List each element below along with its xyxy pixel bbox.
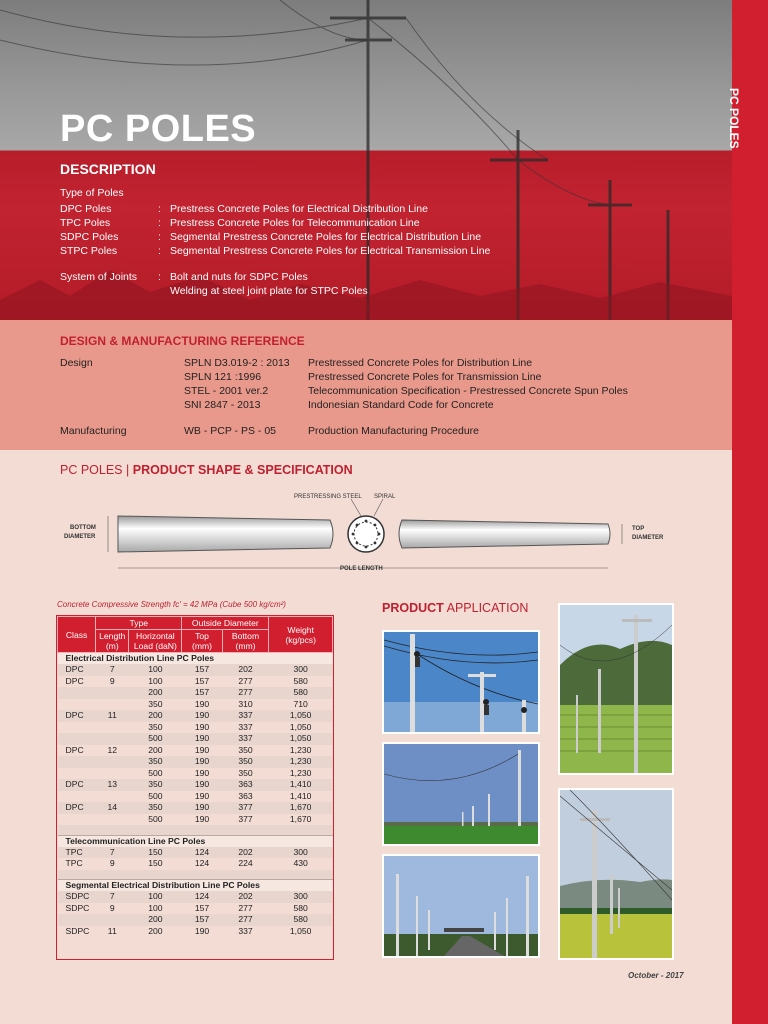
table-cell: 350 <box>129 802 182 814</box>
table-cell: DPC <box>58 664 96 676</box>
pole-type-text: Segmental Prestress Concrete Poles for Electrical Distribution Line <box>170 231 482 243</box>
table-cell: 190 <box>182 779 222 791</box>
pole-type-name: SDPC Poles <box>60 231 119 243</box>
top-diameter-label: DIAMETER <box>632 535 664 541</box>
table-cell: 124 <box>182 891 222 903</box>
table-cell: DPC <box>65 675 84 686</box>
table-row <box>58 858 333 870</box>
col-length: Length (m) <box>96 630 129 653</box>
table-cell: 300 <box>269 847 333 859</box>
col-load: Horizontal Load (daN) <box>129 630 182 653</box>
table-cell: 580 <box>269 687 333 699</box>
joints-row <box>60 284 490 298</box>
standard-text: Indonesian Standard Code for Concrete <box>308 399 494 411</box>
table-cell <box>96 914 129 926</box>
reference-row <box>60 424 628 438</box>
pole-length-label: POLE LENGTH <box>340 566 383 572</box>
table-cell <box>58 768 96 780</box>
application-photo-workers <box>382 630 540 734</box>
table-cell: 100 <box>148 675 163 686</box>
table-cell: TPC <box>58 847 96 859</box>
table-cell: 190 <box>182 802 222 814</box>
table-cell <box>96 699 129 711</box>
table-cell <box>96 791 129 803</box>
table-cell <box>96 687 129 699</box>
table-cell: 430 <box>293 858 308 869</box>
standard-code: SNI 2847 - 2013 <box>184 399 261 411</box>
table-cell: 1,410 <box>289 790 312 801</box>
hero-banner <box>0 0 732 320</box>
table-cell: 190 <box>194 790 210 801</box>
joints-text: Welding at steel joint plate for STPC Poles <box>170 285 368 297</box>
col-type: Type <box>96 617 182 630</box>
table-cell: 1,230 <box>289 744 312 755</box>
table-cell: 150 <box>129 847 182 859</box>
table-cell <box>96 756 129 768</box>
table-cell: 1,670 <box>269 802 333 814</box>
application-photo-rice-terrace <box>558 603 674 775</box>
description-heading: DESCRIPTION <box>60 161 156 177</box>
pole-type-row <box>60 244 490 258</box>
spacer-row <box>58 870 333 880</box>
spec-heading-main: PRODUCT SHAPE & SPECIFICATION <box>132 463 353 477</box>
table-row <box>58 676 333 688</box>
table-cell: 350 <box>238 744 253 755</box>
table-cell: 1,050 <box>269 733 333 745</box>
pole-type-text: Prestress Concrete Poles for Electrical Distribution Line <box>170 203 428 215</box>
table-cell: SDPC <box>65 925 90 936</box>
section-title: Segmental Electrical Distribution Line PC Poles <box>58 880 333 892</box>
section-title: Telecommunication Line PC Poles <box>58 835 333 847</box>
table-cell: SDPC <box>65 902 90 913</box>
manufacturing-label: Manufacturing <box>60 425 127 437</box>
table-cell <box>96 814 129 826</box>
table-cell: 9 <box>109 902 115 913</box>
table-section-header <box>58 653 333 665</box>
table-cell: 202 <box>222 847 269 859</box>
table-cell: 1,230 <box>289 767 312 778</box>
table-cell: 1,050 <box>269 710 333 722</box>
table-row <box>58 847 333 859</box>
table-cell: 150 <box>148 858 163 869</box>
table-cell <box>58 914 96 926</box>
table-cell: 350 <box>129 756 182 768</box>
table-cell <box>96 722 129 734</box>
separator: : <box>158 271 161 283</box>
table-cell: 350 <box>222 756 269 768</box>
side-tab-label: PC POLES <box>727 88 741 149</box>
table-cell: 377 <box>222 802 269 814</box>
table-cell: 190 <box>194 721 210 732</box>
separator: : <box>158 203 161 215</box>
table-cell: 202 <box>222 891 269 903</box>
pole-type-row <box>60 202 490 216</box>
table-cell: 500 <box>148 767 163 778</box>
pole-type-row <box>60 230 490 244</box>
reference-heading: DESIGN & MANUFACTURING REFERENCE <box>60 334 305 348</box>
table-cell: DPC <box>58 802 96 814</box>
joints-row <box>60 270 490 284</box>
table-cell: 377 <box>238 813 253 824</box>
table-cell: 190 <box>182 756 222 768</box>
table-cell: DPC <box>65 744 84 755</box>
reference-row <box>60 356 628 370</box>
table-cell: 202 <box>222 664 269 676</box>
pole-type-text: Segmental Prestress Concrete Poles for Electrical Transmission Line <box>170 245 491 257</box>
table-cell: 190 <box>182 710 222 722</box>
table-cell: 124 <box>194 858 210 869</box>
table-cell: 1,410 <box>269 779 333 791</box>
application-photo-field <box>382 742 540 846</box>
table-row <box>58 891 333 903</box>
table-cell: 277 <box>222 687 269 699</box>
table-cell: 580 <box>293 902 308 913</box>
table-cell: 363 <box>222 779 269 791</box>
application-heading <box>382 601 528 615</box>
pole-types-lead: Type of Poles <box>60 187 124 199</box>
table-cell: 190 <box>194 744 210 755</box>
pole-bottom-segment <box>118 516 333 552</box>
col-class: Class <box>58 617 96 653</box>
table-cell <box>58 699 96 711</box>
side-tab <box>732 0 768 1024</box>
table-row <box>58 768 333 780</box>
table-cell: 100 <box>129 891 182 903</box>
table-cell: 200 <box>129 687 182 699</box>
standard-code: WB - PCP - PS - 05 <box>184 425 276 437</box>
standard-text: Prestressed Concrete Poles for Transmission Line <box>308 371 542 383</box>
table-cell: 224 <box>238 858 253 869</box>
col-weight: Weight (kg/pcs) <box>269 617 333 653</box>
table-row <box>58 756 333 768</box>
bottom-diameter-label: DIAMETER <box>64 534 96 540</box>
table-cell <box>96 768 129 780</box>
table-cell: 190 <box>194 767 210 778</box>
standard-text: Telecommunication Specification - Prestressed Concrete Spun Poles <box>308 385 628 397</box>
table-row <box>58 733 333 745</box>
table-cell: 100 <box>129 664 182 676</box>
table-section-header <box>58 835 333 847</box>
spacer-row <box>58 825 333 835</box>
table-row <box>58 914 333 926</box>
standard-text: Prestressed Concrete Poles for Distribution Line <box>308 357 533 369</box>
table-cell: 11 <box>107 925 117 936</box>
prestressing-steel-label: PRESTRESSING STEEL <box>294 494 362 500</box>
table-cell: 157 <box>182 914 222 926</box>
pole-type-name: DPC Poles <box>60 203 112 215</box>
col-bottom: Bottom (mm) <box>222 630 269 653</box>
table-cell: 190 <box>194 698 210 709</box>
table-cell: 350 <box>148 698 163 709</box>
table-cell: 14 <box>96 802 129 814</box>
table-cell: 9 <box>109 675 115 686</box>
table-row <box>58 903 333 915</box>
col-top: Top (mm) <box>182 630 222 653</box>
col-outside-diameter: Outside Diameter <box>182 617 269 630</box>
table-cell: 350 <box>129 779 182 791</box>
table-cell: 337 <box>222 710 269 722</box>
table-cell: 350 <box>148 721 163 732</box>
strength-note: Concrete Compressive Strength fc' = 42 MPa (Cube 500 kg/cm²) <box>57 600 286 609</box>
table-cell: 190 <box>194 925 210 936</box>
table-cell: 7 <box>96 664 129 676</box>
design-label: Design <box>60 357 93 369</box>
pole-type-row <box>60 216 490 230</box>
table-cell <box>58 814 96 826</box>
table-cell: 11 <box>96 710 129 722</box>
table-cell: 13 <box>96 779 129 791</box>
description-block <box>60 186 490 298</box>
joints-label: System of Joints <box>60 271 138 283</box>
standard-code: SPLN D3.019-2 : 2013 <box>184 357 290 369</box>
table-cell: DPC <box>58 779 96 791</box>
table-cell: 350 <box>238 767 253 778</box>
pole-top-segment <box>399 520 610 548</box>
table-cell: 1,050 <box>289 925 312 936</box>
table-cell: 500 <box>129 733 182 745</box>
bottom-diameter-label: BOTTOM <box>70 525 96 531</box>
table-cell: 157 <box>182 664 222 676</box>
application-photo-road <box>382 854 540 958</box>
table-cell: 190 <box>194 813 210 824</box>
table-cell: 157 <box>182 687 222 699</box>
application-photo-rural <box>558 788 674 960</box>
table-cell: 500 <box>148 790 163 801</box>
table-cell: 9 <box>109 858 115 869</box>
pole-type-name: TPC Poles <box>60 217 111 229</box>
table-cell <box>58 733 96 745</box>
table-cell: 7 <box>96 891 129 903</box>
table-cell: 300 <box>269 664 333 676</box>
table-row <box>58 687 333 699</box>
table-row <box>58 710 333 722</box>
table-row <box>58 664 333 676</box>
table-row <box>58 779 333 791</box>
table-cell: 277 <box>238 675 253 686</box>
table-cell: 1,230 <box>269 756 333 768</box>
application-heading-rest: APPLICATION <box>446 601 529 615</box>
joints-text: Bolt and nuts for SDPC Poles <box>170 271 308 283</box>
separator: : <box>158 217 161 229</box>
table-cell: DPC <box>58 710 96 722</box>
reference-row <box>60 370 628 384</box>
table-cell <box>58 687 96 699</box>
table-cell: 337 <box>238 925 253 936</box>
reference-block <box>60 356 628 438</box>
standard-code: SPLN 121 :1996 <box>184 371 262 383</box>
table-cell <box>58 791 96 803</box>
table-cell: 277 <box>238 902 253 913</box>
table-section-header <box>58 880 333 892</box>
table-cell: 710 <box>293 698 308 709</box>
standard-text: Production Manufacturing Procedure <box>308 425 480 437</box>
table-cell: 337 <box>222 733 269 745</box>
pole-type-name: STPC Poles <box>60 245 118 257</box>
spiral-label: SPIRAL <box>374 494 396 500</box>
table-cell: 200 <box>148 744 163 755</box>
table-cell <box>58 756 96 768</box>
table-cell: 300 <box>269 891 333 903</box>
spec-heading-prefix: PC POLES | <box>60 463 130 477</box>
table-cell: TPC <box>65 858 83 869</box>
table-cell: 277 <box>222 914 269 926</box>
table-cell: 337 <box>238 721 253 732</box>
table-cell <box>58 722 96 734</box>
table-row <box>58 722 333 734</box>
application-heading-bold: PRODUCT <box>382 601 444 615</box>
table-cell: 500 <box>148 813 163 824</box>
table-cell: 200 <box>129 914 182 926</box>
table-cell: 157 <box>194 902 210 913</box>
table-cell: 200 <box>129 710 182 722</box>
table-cell: SDPC <box>58 891 96 903</box>
spec-heading <box>60 463 353 477</box>
publication-date: October - 2017 <box>628 971 684 980</box>
top-diameter-label: TOP <box>632 526 645 532</box>
table-cell: 580 <box>269 914 333 926</box>
table-row <box>58 814 333 826</box>
table-cell: 7 <box>96 847 129 859</box>
standard-code: STEL - 2001 ver.2 <box>184 385 269 397</box>
spec-table <box>57 616 333 937</box>
pole-shape-diagram <box>56 488 676 578</box>
separator: : <box>158 231 161 243</box>
table-cell: 310 <box>238 698 253 709</box>
table-cell: 124 <box>182 847 222 859</box>
table-cell: 12 <box>107 744 118 755</box>
page-title: PC POLES <box>60 108 257 150</box>
pole-type-text: Prestress Concrete Poles for Telecommunication Line <box>170 217 420 229</box>
table-cell <box>96 733 129 745</box>
table-row <box>58 802 333 814</box>
table-cell: 200 <box>148 925 163 936</box>
table-row <box>58 745 333 757</box>
table-cell: 1,670 <box>289 813 312 824</box>
table-row <box>58 791 333 803</box>
reference-row <box>60 384 628 398</box>
table-cell: 580 <box>293 675 308 686</box>
table-cell: 157 <box>194 675 210 686</box>
table-cell: 100 <box>148 902 163 913</box>
table-cell: 190 <box>182 733 222 745</box>
table-row <box>58 699 333 711</box>
separator: : <box>158 245 161 257</box>
table-cell: 363 <box>238 790 253 801</box>
section-title: Electrical Distribution Line PC Poles <box>58 653 333 665</box>
table-cell: 1,050 <box>289 721 312 732</box>
table-row <box>58 926 333 938</box>
reference-row <box>60 398 628 412</box>
